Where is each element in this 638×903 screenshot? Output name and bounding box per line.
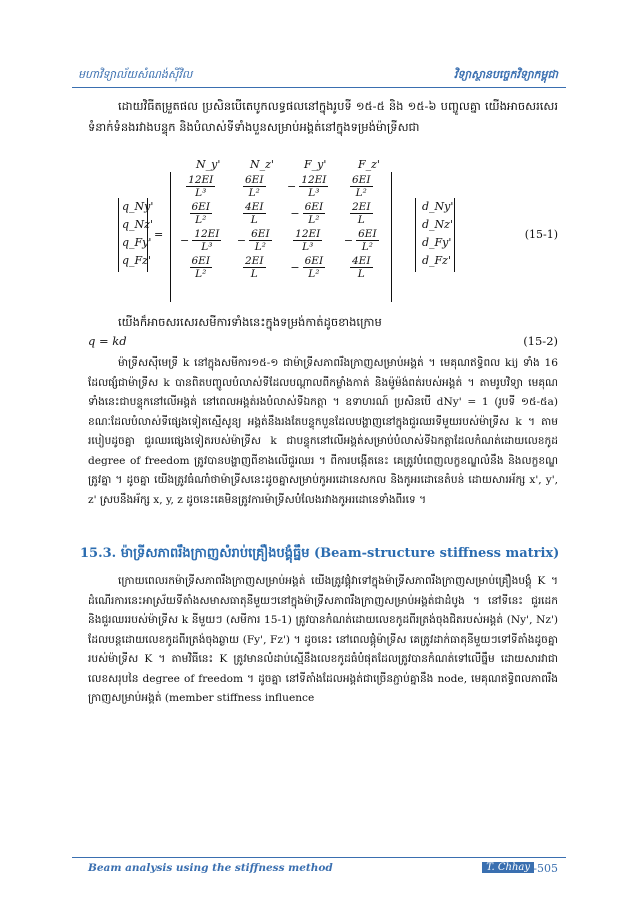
stiffness-matrix-equation [118, 158, 558, 308]
header-rule [72, 87, 566, 88]
numerator: 12EI [295, 228, 321, 240]
denominator: L³ [201, 241, 213, 253]
matrix-cell [174, 255, 228, 280]
fraction [192, 228, 221, 253]
fraction [243, 201, 266, 226]
matrix-cell [228, 174, 282, 199]
fraction [243, 255, 266, 280]
numerator: 12EI [301, 174, 327, 186]
header-institute: វិទ្យាស្ថានបច្ចេកវិទ្យាកម្ពុជា [454, 68, 558, 81]
numerator: 6EI [304, 201, 324, 213]
displacement-vector-bracket [415, 198, 455, 272]
load-vector-entry: q_Fz' [122, 254, 151, 267]
paragraph-3: ម៉ាទ្រីសស៊ីមេទ្រី k នៅក្នុងសមីការ១៥-១ ជាម៉ាទ្រីសភាពរឹងក្រាញសម្រាប់អង្គត់ ។ មេគុណឥទ្ធិពល kij ទាំង 16 ដែលផ្សំជាម៉ាទ្រីស k បានពិតបញ្ចូលបំលាស់ទីដែលបណ្តាលពីកម្លាំងកាត់ និងម៉ូម៉ង់ពត់របស់អង្គត់ ។ តាមរូបវិទ្យា មេគុណទាំងនេះជាបន្ទុកនៅលើអង្គត់ នៅពេលអង្គត់រងបំលាស់ទីឯកត្តា ។ ឧទាហរណ៍ ប្រសិនបើ dNy' = 1 (រូបទី ១៥-៥a) ខណៈដែលបំលាស់ទីផ្សេងទៀតស្មើសូន្យ អង្គត់នឹងរងតែបន្ទុកបួនដែលបង្ហាញនៅក្នុងជួរឈរទីមួយរបស់ម៉ាទ្រីស k ។ តាមរបៀបដូចគ្នា ជួរឈរផ្សេងទៀតរបស់ម៉ាទ្រីស k ជាបន្ទុកនៅលើអង្គត់សម្រាប់បំលាស់ទីឯកត្តាដែលកំណត់ដោយលេខកូដ degree of freedom ត្រូវបានបង្ហាញពីខាងលើជួរឈរ ។ ពីការបង្កើតនេះ គេត្រូវបំពេញលក្ខខណ្ឌលំនឹង និងលក្ខខណ្ឌត្រូវគ្នា ។ ដូចគ្នា យើងត្រូវធំណាំថាម៉ាទ្រីសនេះដូចគ្នាសម្រាប់កូអរដោនេសកល និងកូអរដោនេតំបន់ ដោយសារអ័ក្ស x', y', z' ស្របនឹងអ័ក្ស x, y, z ដូចនេះគេមិនត្រូវការម៉ាទ្រីសបំលែងរវាងកូអរដោនេទាំងពីរទេ ។ [88, 357, 558, 506]
matrix-cell [281, 255, 335, 280]
fraction [249, 228, 272, 253]
denominator: L² [308, 214, 320, 226]
denominator: L [250, 268, 258, 280]
numerator: 6EI [358, 228, 377, 240]
numerator: 4EI [245, 201, 264, 213]
numerator: 2EI [352, 201, 371, 213]
displacement-vector-entry: d_Fz' [422, 254, 451, 267]
denominator: L² [361, 241, 373, 253]
fraction [243, 174, 266, 199]
fraction [350, 174, 373, 199]
matrix-cell [228, 228, 282, 253]
numerator: 6EI [251, 228, 270, 240]
fraction [303, 201, 326, 226]
equation-number-15-1: (15-1) [524, 228, 558, 241]
denominator: L² [248, 187, 260, 199]
matrix-cell [281, 201, 335, 226]
numerator: 6EI [245, 174, 264, 186]
minus-sign: − [287, 180, 297, 193]
displacement-vector-entry: d_Fy' [422, 236, 452, 249]
minus-sign: − [290, 207, 300, 220]
paragraph-4: ក្រោយពេលរកម៉ាទ្រីសភាពរឹងក្រាញសម្រាប់អង្គត់ យើងត្រូវផ្គុំវាទៅក្នុងម៉ាទ្រីសភាពរឹងក្រាញសម្រាប់គ្រឿងបង្គុំ K ។ ដំណើរការនេះអាស្រ័យទីតាំងសមាសធាតុនីមួយៗនៅក្នុងម៉ាទ្រីសភាពរឹងក្រាញសម្រាប់អង្គត់ជាដំបូង ។ នៅទីនេះ ជួរដេក និងជួរឈររបស់ម៉ាទ្រីស k នីមួយៗ (សមីការ 15-1) ត្រូវបានកំណត់ដោយលេខកូដពីរត្រង់ចុងជិតរបស់អង្គត់ (Ny', Nz') ដែលបន្តដោយលេខកូដពីរត្រង់ចុងឆ្ងាយ (Fy', Fz') ។ ដូចនេះ នៅពេលផ្គុំម៉ាទ្រីស គេត្រូវដាក់ធាតុនីមួយៗទៅទីតាំងដូចគ្នារបស់ម៉ាទ្រីស K ។ តាមវិធីនេះ K ត្រូវមានលំដាប់ស្មើនឹងលេខកូដធំបំផុតដែលត្រូវបានកំណត់ទៅលើធ្នឹម ដោយសារវាជាលេខសរុបនៃ degree of freedom ។ ដូចគ្នា នៅទីតាំងដែលអង្គត់ជាច្រើនភ្ជាប់គ្នានឹង node, មេគុណឥទ្ធិពលភាពរឹងក្រាញសម្រាប់អង្គត់ (member stiffness influence [88, 575, 558, 704]
fraction [356, 228, 379, 253]
fraction [293, 228, 322, 253]
denominator: L² [254, 241, 266, 253]
minus-sign: − [180, 234, 190, 247]
load-vector-bracket [118, 198, 148, 272]
load-vector-entry: q_Ny' [122, 200, 154, 213]
fraction [350, 255, 373, 280]
numerator: 12EI [194, 228, 220, 240]
matrix-cell [281, 174, 335, 199]
minus-sign: − [236, 234, 247, 247]
denominator: L² [355, 187, 367, 199]
column-head: F_y' [304, 158, 327, 171]
minus-sign: − [343, 234, 354, 247]
denominator: L² [195, 268, 207, 280]
fraction [350, 201, 373, 226]
fraction [190, 255, 213, 280]
numerator: 2EI [245, 255, 264, 267]
equation-15-2: q = kd [88, 334, 127, 348]
column-head: N_y' [196, 158, 221, 171]
column-head: N_z' [250, 158, 274, 171]
fraction [190, 201, 213, 226]
load-vector-entry: q_Nz' [122, 218, 153, 231]
footer-author: T. Chhay [482, 862, 534, 873]
matrix-cell [335, 174, 389, 199]
header-faculty: មហាវិទ្យាល័យសំណង់ស៊ីវិល [78, 68, 193, 81]
minus-sign: − [290, 261, 300, 274]
page-number: -505 [533, 862, 558, 875]
denominator: L³ [302, 241, 314, 253]
paragraph-2: យើងក៏អាចសរសេរសមីការទាំងនេះក្នុងទម្រង់កាត់ដូចខាងក្រោម [118, 315, 382, 329]
numerator: 4EI [352, 255, 371, 267]
matrix-cell [228, 201, 282, 226]
denominator: L² [195, 214, 207, 226]
denominator: L³ [195, 187, 207, 199]
denominator: L [357, 268, 365, 280]
matrix-cell [335, 255, 389, 280]
displacement-vector-entry: d_Ny' [422, 200, 454, 213]
denominator: L² [308, 268, 320, 280]
numerator: 6EI [352, 174, 371, 186]
section-heading: 15.3. ម៉ាទ្រីសភាពរឹងក្រាញសំរាប់គ្រឿងបង្គុំធ្នឹម (Beam-structure stiffness matrix) [80, 546, 560, 561]
footer-rule [72, 857, 566, 858]
equation-number-15-2: (15-2) [523, 334, 558, 348]
load-vector-entry: q_Fy' [122, 236, 152, 249]
denominator: L³ [308, 187, 320, 199]
numerator: 12EI [188, 174, 214, 186]
column-head: F_z' [358, 158, 380, 171]
stiffness-matrix [174, 174, 388, 280]
equals-sign: = [154, 228, 164, 241]
numerator: 6EI [191, 201, 210, 213]
matrix-cell [228, 255, 282, 280]
numerator: 6EI [304, 255, 324, 267]
fraction [303, 255, 326, 280]
matrix-cell [335, 201, 389, 226]
footer-title: Beam analysis using the stiffness method [88, 862, 333, 874]
matrix-cell [281, 228, 335, 253]
matrix-cell [174, 174, 228, 199]
denominator: L [357, 214, 365, 226]
matrix-cell [174, 201, 228, 226]
matrix-cell [174, 228, 228, 253]
displacement-vector-entry: d_Nz' [422, 218, 453, 231]
numerator: 6EI [191, 255, 210, 267]
fraction [186, 174, 215, 199]
matrix-cell [335, 228, 389, 253]
paragraph-1: ដោយវិធីតម្រួតផល ប្រសិនបើតេបូកលទ្ធផលនៅក្នុងរូបទី ១៥-៥ និង ១៥-៦ បញ្ចូលគ្នា យើងអាចសរសេរទំនាក់ទំនងរវាងបន្ទុក និងបំលាស់ទីទាំងបួនសម្រាប់អង្គត់នៅក្នុងទម្រង់ម៉ាទ្រីសជា [88, 99, 558, 134]
denominator: L [250, 214, 258, 226]
fraction [299, 174, 328, 199]
